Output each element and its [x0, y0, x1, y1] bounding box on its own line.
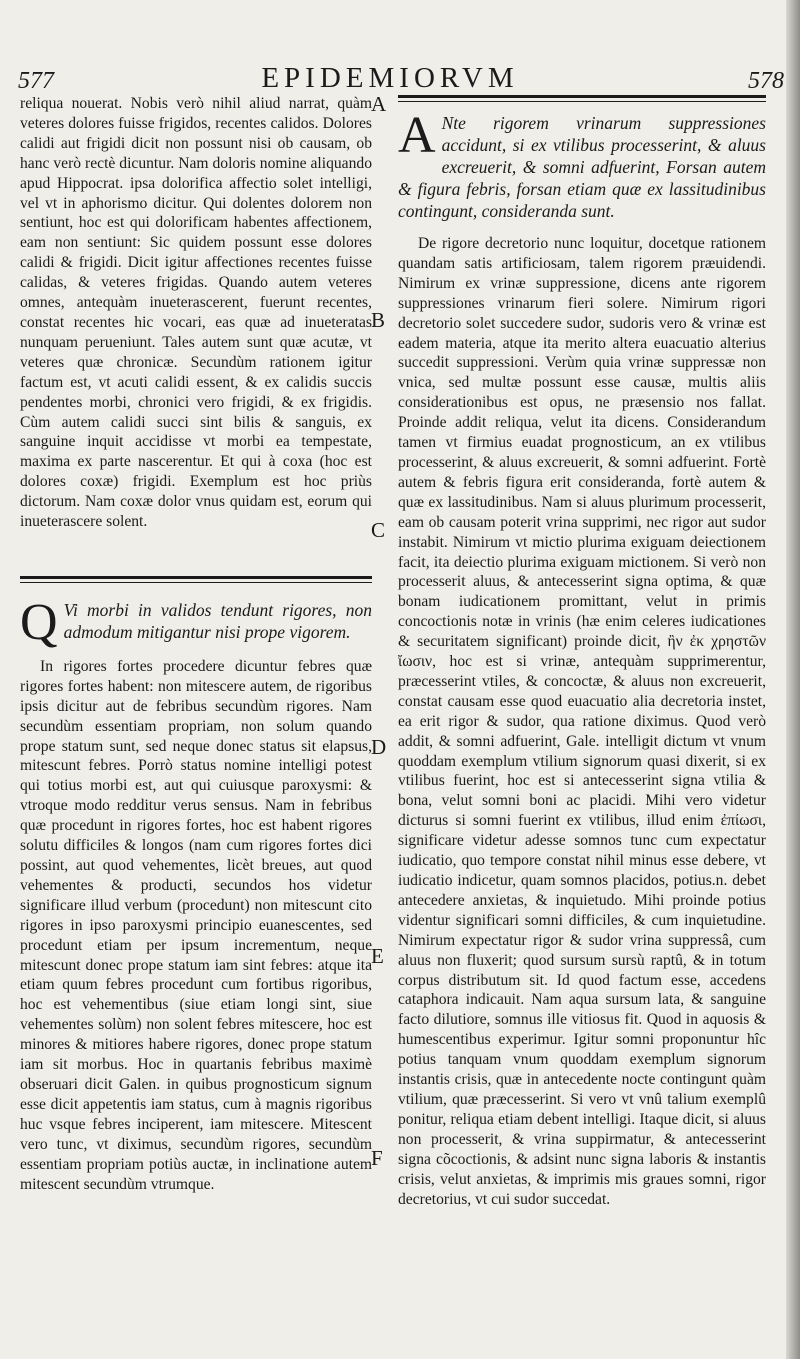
left-paragraph-1: reliqua nouerat. Nobis verò nihil aliud narrat, quàm veteres dolores fuisse frigidos, recentes calidos. Dolores calidi aut frigidi dicit non possunt nisi ob causam, ob hanc verò rectè dicuntur. Nam doloris nomine aliquando apud Hippocrat. ipsa dolorifica affectio solet intelligi, vel vt in aphorismo dicitur. Qui dolentes dolorem non sentiunt, hoc est qui dolorificam habentes affectionem, eam non sentiunt: Sic quidem possunt esse dolores calidi & frigidi. Dicit igitur affectiones recentes fuisse calidas, & veteres frigidas. Quando autem veteres omnes, antequàm inueterascerent, fuerunt recentes, constat recentes hic vocari, eas quæ ad inueteratas nunquam perueniunt. Tales autem sunt quæ acutæ, vt veteres quæ chronicæ. Secundùm rationem igitur factum est, vt acuti calidi essent, & ex calidis succis pendentes morbi, chronici vero frigidi, & ex frigidis. Cùm autem calidi succi sint bilis & sanguis, ex sanguine inquit accidisse vt morbi ea tempestate, maxima ex parte nascerentur. Et qui à coxa (hoc est dolores coxæ) frigidi. Exemplum est hoc priùs dictorum. Nam coxæ dolor vnus quidam est, eorum qui inueterascere solent. [20, 95, 372, 531]
left-commentary: In rigores fortes procedere dicuntur febres quæ rigores fortes habent: non mitescere autem, de rigoribus ipsis dicitur aut de febribus secundùm rigores. Nam secundùm essentiam propriam, non solum quando prope statum sunt, sed neque donec status sit elapsus, mitescunt febres. Porrò status nomine intelligi potest qui totius morbi est, aut qui cuiusque paroxysmi: & vtroque modo redditur verus sensus. Nam in febribus quæ procedunt in rigores fortes, hoc est habent rigores solutu difficiles & longos (nam cum rigores fortes dici possint, aut quod vehementes, licèt breues, aut quod vehementes & producti, secundos hos videtur significare illud verbum (procedunt) non mitescunt cito rigores in ipso paroxysmi principio euanescentes, sed procedunt etiam per ipsum incrementum, neque mitescunt donec prope statum iam sint febres: atque ita etiam quum febres procedunt cum fortibus rigoribus, hoc est vehementibus (siue etiam longi sint, siue vehementes solùm) non solent febres mitescere, hoc est minores & mitiores habere rigores, donec prope statum iam sit morbus. Hoc in quartanis febribus maximè obseruari dicit Galen. in quibus prognosticum signum esse dicit appetentis iam status, cum à magnis rigoribus huc vsque febres inciperent, iam mitescere. Mitescent vero tunc, vt diximus, secundùm rigores, secundùm essentiam propriam potiùs auctæ, in inclinatione autem mitescent secundùm vtrumque. [20, 657, 372, 1193]
left-section-divider [20, 576, 372, 583]
left-lemma [20, 593, 372, 651]
left-lemma-text: Vi morbi in validos tendunt rigores, non admodum mitigantur nisi prope vigorem. [63, 599, 372, 642]
right-lemma-dropcap: A [398, 107, 436, 164]
divider-rule-thin [20, 582, 372, 583]
divider-rule-thin [398, 101, 766, 102]
margin-letter-c: C [371, 518, 386, 542]
margin-letter-d: D [371, 735, 387, 759]
margin-letter-f: F [371, 1146, 383, 1170]
right-lemma-text: Nte rigorem vrinarum suppressiones accidunt, si ex vtilibus processerint, & aluus excreuerit, & somni adfuerint, Forsan autem & figura febris, forsan etiam quæ ex lassitudinibus contingunt, consideranda sunt. [398, 113, 766, 221]
left-column [20, 94, 372, 1194]
page-number-right: 578 [748, 68, 784, 94]
divider-rule-thick [20, 576, 372, 579]
right-commentary: De rigore decretorio nunc loquitur, docetque rationem quandam satis artificiosam, talem rigorem præuidendi. Nimirum ex vrinæ suppressione, dicens ante rigorem suppressiones vrinarum fieri solere. Nimirum rigori decretorio solet succedere sudor, sudoris vero & vrinæ est eadem materia, atque ita merito altera euacuatio alterius succedit suppressioni. Verùm quia vrinæ suppressæ non vnica, sed multæ possunt esse causæ, multis aliis considerationibus est opus, ne præsensio nos fallat. Proinde addit reliqua, velut ita dicens. Considerandum tamen vt firmius euadat prognosticum, an ex vtilibus processerint, & aluus excreuerit, & somni adfuerint. Fortè autem & febris figura erit consideranda, fortè autem & quæ ex lassitudinibus. Nam si aluus plurimum processerit, eam ob causam poterit vrina supprimi, nec rigor aut sudor instabit. Nimirum vt mictio plurima exiguam deiectionem facit, ita deiectio plurima exiguam mictionem. Si verò non processerit aluus, & antecesserint signa optima, & quæ bonam iudicationem promittant, velut in primis concoctionis notæ in vrinis (hæ enim celeres iudicationes & securitatem significant) proinde dicit, ἢν ἐκ χρηστῶν ἴωσιν, hoc est si vrinæ, antequàm supprimerentur, præcesserint vtiles, & concoctæ, & aluus non excreuerit, constat causam esse quod euacuatio alia decretoria instet, ea erit rigor & sudor, qua ratione diximus. Quod verò addit, & somni adfuerint, Gale. intelligit dictum vt vnum quoddam exemplum vtilium signorum quasi dixerit, si ex vtilibus fuerint, hoc est si antecesserint signa vtilia & bona, velut somni boni ac placidi. Mihi vero videtur dicturus si somni fuerint ex vtilibus, illud enim ἐπίωσι, significare videtur adesse somnos tunc cum expectatur iudicatio, quo tempore constat nihil minus esse debere, vt iudicatio indicetur, quam somnos placidos, potius.n. debet antecedere anxietas, & inquietudo. Mihi proinde potius videntur significari somni difficiles, & cum inquietudine. Nimirum expectatur rigor & sudor vrina suppressâ, cum aluus non fluxerit; quod sursum sursù raptû, & in totum corpus distributum sit. Id quod factum esse, accedens cataphora indicauit. Nam aqua sursum lata, & sanguine facto dilutiore, somnus ille vitiosus fit. Quod in aquosis & humescentibus experimur. Igitur somni proponuntur hîc potius tanquam vnum quoddam exemplum signorum instantis crisis, quæ in antecedente nocte contingunt quàm vtilium, quæ præcesserint. Si vero vt vnû talium exemplû ponitur, reliqua etiam debent intelligi. Itaque dicit, si aluus non processerit, & vrina suppirmatur, & antecesserint signa cõcoctionis, & adsint nunc signa laboris & instantis crisis, velut anxietas, & imprimis mis graues somni, rigor decretorius, vt cui sudor succedat. [398, 235, 766, 1208]
right-header-divider [398, 95, 766, 102]
page-edge-shadow [786, 0, 800, 1359]
margin-letter-a: A [371, 92, 387, 116]
margin-letter-b: B [371, 308, 386, 332]
margin-letter-e: E [371, 944, 384, 968]
page-number-left: 577 [18, 68, 54, 94]
right-lemma [398, 107, 766, 222]
right-column [398, 95, 766, 1209]
left-lemma-dropcap: Q [20, 593, 58, 651]
running-title: EPIDEMIORVM [261, 62, 519, 94]
divider-rule-thick [398, 95, 766, 98]
